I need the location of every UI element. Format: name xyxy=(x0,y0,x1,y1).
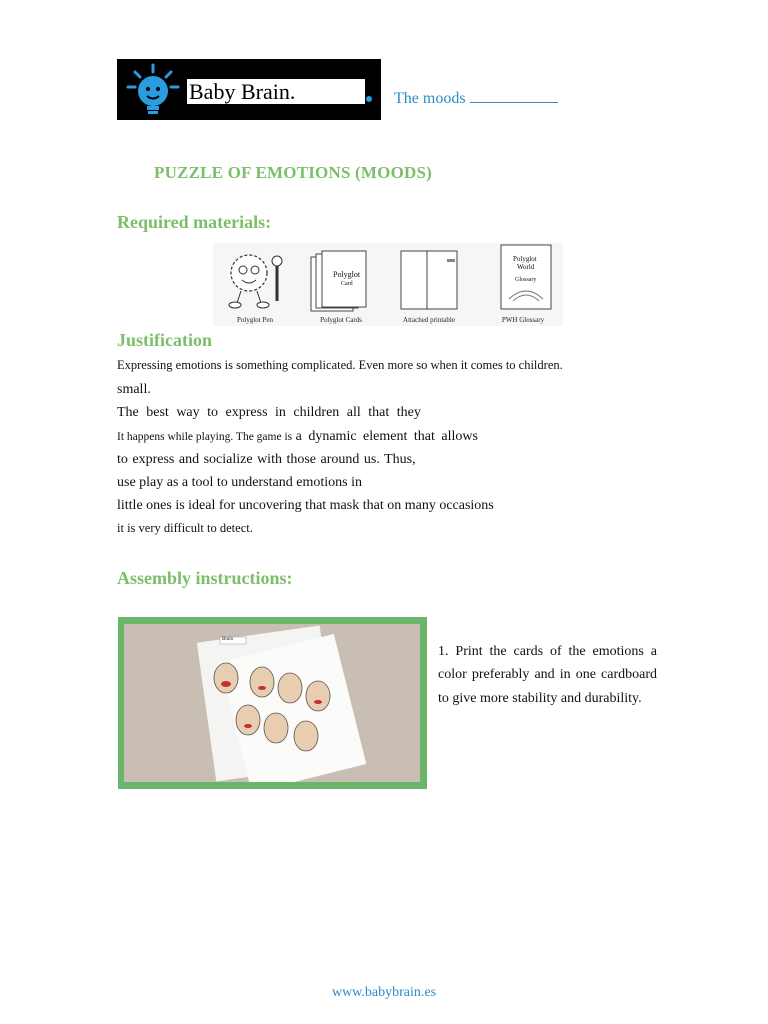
glossary-line-2: World xyxy=(517,263,535,271)
emotion-cards-photo xyxy=(118,617,427,789)
justification-line xyxy=(117,429,478,445)
material-caption: Polyglot Cards xyxy=(320,316,362,324)
material-caption: Polyglot Pen xyxy=(237,316,273,324)
justification-line: to express and socialize with those around us. Thus, xyxy=(117,452,416,467)
polyglot-pen-icon xyxy=(221,243,289,313)
justification-line: use play as a tool to understand emotions in xyxy=(117,475,362,490)
printable-icon xyxy=(393,243,465,313)
justification-line: Expressing emotions is something complicated. Even more so when it comes to children. xyxy=(117,358,563,372)
logo xyxy=(117,59,381,120)
material-pen xyxy=(221,243,289,326)
card-subtitle: Card xyxy=(341,281,353,287)
glossary-line-1: Polyglot xyxy=(513,255,537,263)
moods-label-text: The moods xyxy=(394,90,466,107)
material-printable xyxy=(393,243,465,326)
materials-image xyxy=(213,243,563,326)
justification-text: a dynamic element that allows xyxy=(295,429,478,444)
section-heading-assembly: Assembly instructions: xyxy=(117,568,293,588)
justification-line: small. xyxy=(117,382,151,397)
instruction-step-1: 1. Print the cards of the emotions a color preferably and in one cardboard to give more stability and durability. xyxy=(438,644,657,706)
card-label: Brain xyxy=(222,637,234,642)
material-caption: Attached printable xyxy=(403,316,455,324)
moods-label xyxy=(394,88,558,108)
material-caption: PWH Glossary xyxy=(501,316,545,324)
justification-line xyxy=(117,405,465,421)
photo-content xyxy=(124,624,420,782)
card-title: Polyglot xyxy=(333,270,361,279)
footer-link[interactable]: www.babybrain.es xyxy=(331,985,437,1000)
moods-blank-line xyxy=(470,88,558,103)
glossary-line-3: Glossary xyxy=(515,277,537,283)
section-heading-materials: Required materials: xyxy=(117,212,272,232)
material-glossary xyxy=(483,243,563,326)
page-title: PUZZLE OF EMOTIONS (MOODS) xyxy=(154,163,433,182)
lightbulb-icon xyxy=(125,63,181,117)
emotion-cards-image xyxy=(124,624,420,782)
justification-line: it is very difficult to detect. xyxy=(117,521,253,535)
section-heading-justification: Justification xyxy=(117,330,213,350)
logo-accent-icon xyxy=(363,81,379,105)
justification-text: The best way to express in children all that they xyxy=(117,405,421,420)
justification-text: It happens while playing. The game is xyxy=(117,431,293,443)
material-cards xyxy=(305,243,377,326)
logo-text: Baby Brain. xyxy=(187,79,365,104)
justification-line: little ones is ideal for uncovering that mask that on many occasions xyxy=(117,498,494,513)
